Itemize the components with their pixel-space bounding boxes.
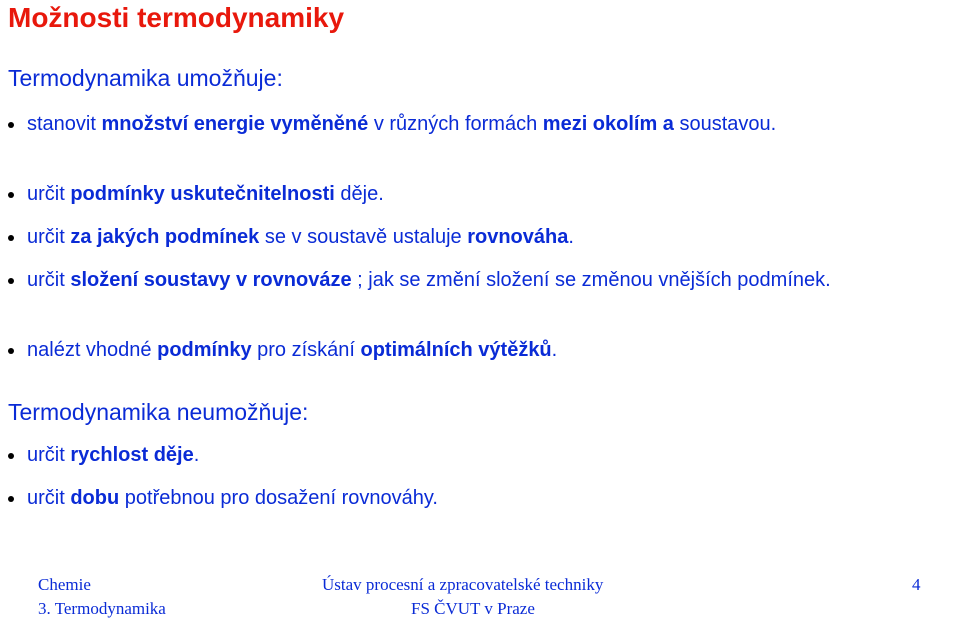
bullet-text [8,223,954,251]
bullet-text-emphasis: množství energie vyměněné [101,113,369,135]
bullet-text-plain: děje. [334,183,384,205]
section-heading-can: Termodynamika umožňuje: [8,65,283,91]
bullet-text-plain: pro získání [251,339,361,361]
bullet-text-plain: určit [27,444,71,466]
bullet-dot-icon [8,122,14,128]
bullet-text [8,441,954,469]
bullet-item [8,110,954,138]
bullet-text-emphasis: rychlost děje [70,444,194,466]
bullet-dot-icon [8,496,14,502]
bullet-dot-icon [8,278,14,284]
bullet-text-plain: . [551,339,558,361]
bullet-item [8,223,954,251]
bullet-text-plain: nalézt vhodné [27,339,158,361]
bullet-text-plain: určit [27,183,71,205]
bullet-text-plain: určit [27,487,71,509]
bullet-item [8,336,954,364]
footer-faculty: FS ČVUT v Praze [411,599,535,618]
footer-chapter: 3. Termodynamika [38,599,166,618]
bullet-text-plain: se v soustavě ustaluje [259,226,468,248]
bullet-text [8,110,954,138]
bullet-text-plain: soustavou. [673,113,777,135]
slide-title: Možnosti termodynamiky [8,2,345,33]
bullet-text-plain: ; jak se změní složení se změnou vnějších podmínek. [351,269,831,291]
bullet-text-plain: potřebnou pro dosažení rovnováhy. [119,487,438,509]
bullet-item [8,180,954,208]
section-heading-cannot: Termodynamika neumožňuje: [8,399,309,425]
bullet-text [8,336,954,364]
bullet-text-emphasis: dobu [70,487,120,509]
bullet-text-emphasis: podmínky uskutečnitelnosti [70,183,335,205]
bullet-item [8,441,954,469]
bullet-text-emphasis: rovnováha [467,226,569,248]
bullet-text-plain: . [193,444,200,466]
bullet-text [8,180,954,208]
bullet-text-plain: určit [27,269,71,291]
footer-institute: Ústav procesní a zpracovatelské techniky [322,575,604,594]
bullet-text-emphasis: za jakých podmínek [70,226,260,248]
bullet-text [8,266,954,294]
footer-page-number: 4 [912,575,921,594]
footer-course: Chemie [38,575,91,594]
bullet-text-emphasis: podmínky [157,339,252,361]
bullet-text [8,484,954,512]
bullet-dot-icon [8,348,14,354]
bullet-text-emphasis: složení soustavy v rovnováze [70,269,352,291]
bullet-text-plain: stanovit [27,113,102,135]
bullet-dot-icon [8,192,14,198]
bullet-text-plain: . [568,226,574,248]
bullet-dot-icon [8,453,14,459]
bullet-dot-icon [8,235,14,241]
bullet-text-plain: určit [27,226,71,248]
bullet-item [8,266,954,294]
bullet-text-emphasis: mezi okolím a [542,113,674,135]
bullet-text-emphasis: optimálních výtěžků [360,339,552,361]
bullet-text-plain: v různých formách [368,113,543,135]
bullet-item [8,484,954,512]
